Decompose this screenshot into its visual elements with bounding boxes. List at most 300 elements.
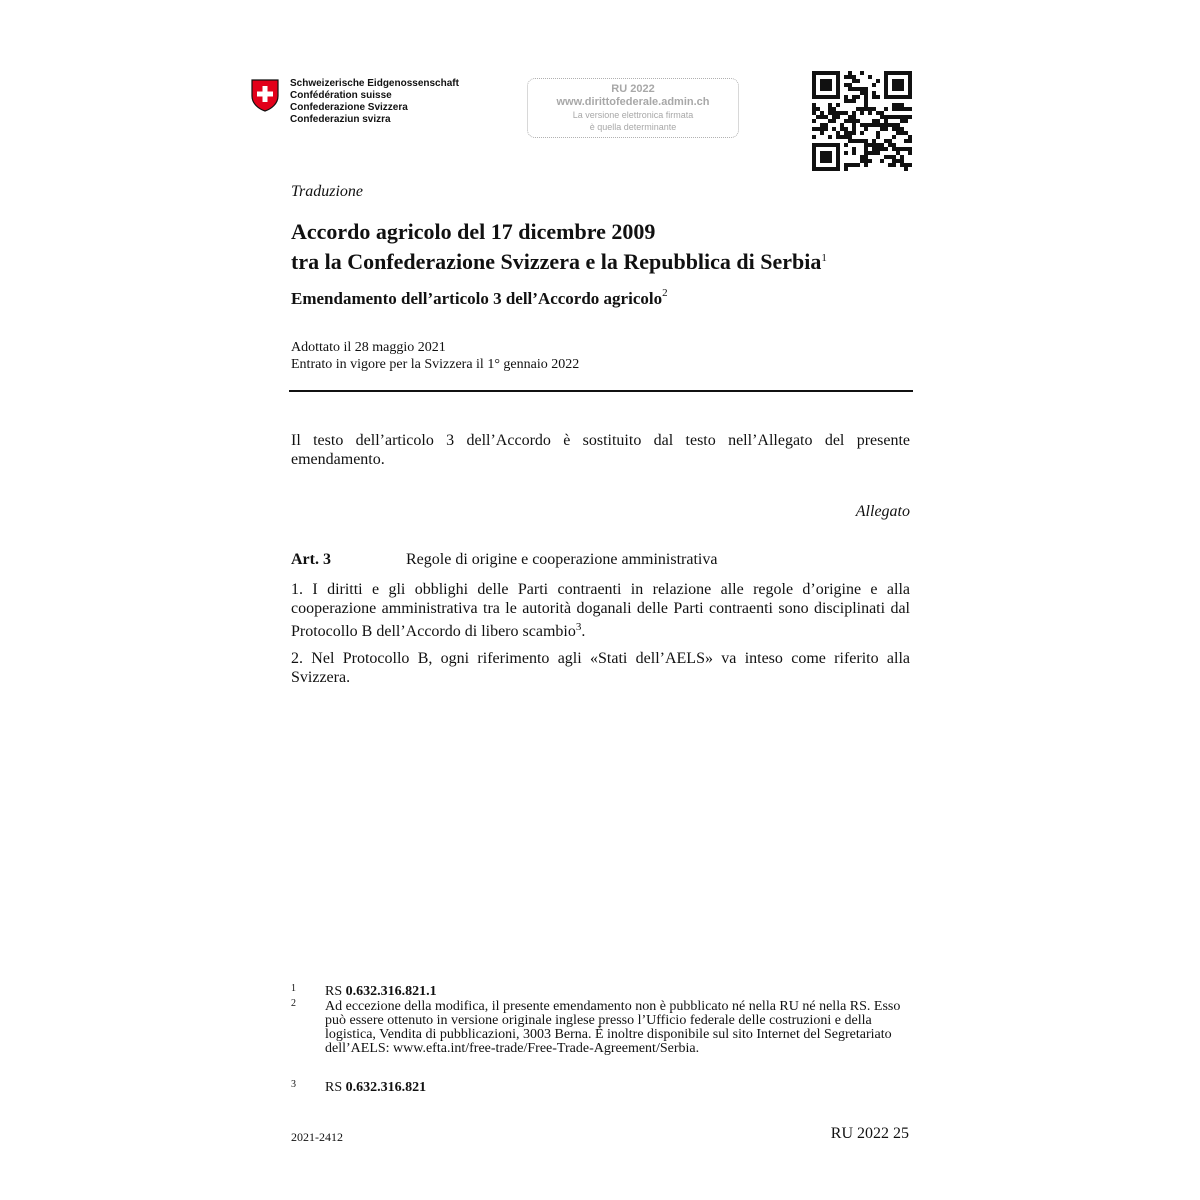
qr-module <box>864 163 868 167</box>
qr-module <box>828 95 832 99</box>
qr-module <box>840 111 844 115</box>
qr-module <box>832 119 836 123</box>
qr-module <box>836 131 840 135</box>
qr-module <box>856 163 860 167</box>
qr-module <box>888 95 892 99</box>
qr-module <box>848 83 852 87</box>
qr-module <box>892 103 896 107</box>
qr-module <box>884 91 888 95</box>
qr-module <box>836 143 840 147</box>
qr-module <box>832 143 836 147</box>
qr-code-icon <box>812 71 912 171</box>
qr-module <box>868 111 872 115</box>
qr-module <box>812 119 816 123</box>
qr-module <box>832 71 836 75</box>
qr-module <box>900 95 904 99</box>
qr-module <box>872 107 876 111</box>
qr-module <box>860 131 864 135</box>
qr-module <box>840 135 844 139</box>
qr-module <box>824 143 828 147</box>
title-line-1: Accordo agricolo del 17 dicembre 2009 <box>291 219 656 244</box>
qr-module <box>836 83 840 87</box>
qr-module <box>896 159 900 163</box>
qr-module <box>812 83 816 87</box>
qr-module <box>900 83 904 87</box>
qr-module <box>856 79 860 83</box>
qr-module <box>864 123 868 127</box>
stamp-line-4: è quella determinante <box>589 122 677 132</box>
qr-module <box>900 87 904 91</box>
qr-module <box>900 119 904 123</box>
qr-module <box>892 79 896 83</box>
qr-module <box>864 107 868 111</box>
footnote-3-text <box>325 1081 911 1095</box>
qr-module <box>864 155 868 159</box>
footnote-1-text <box>325 985 911 999</box>
qr-module <box>864 99 868 103</box>
qr-module <box>904 115 908 119</box>
qr-module <box>852 163 856 167</box>
qr-module <box>864 95 868 99</box>
qr-module <box>852 131 856 135</box>
qr-module <box>900 71 904 75</box>
qr-module <box>828 155 832 159</box>
qr-module <box>876 151 880 155</box>
qr-module <box>892 123 896 127</box>
qr-module <box>832 107 836 111</box>
translation-label: Traduzione <box>291 183 364 200</box>
qr-module <box>852 95 856 99</box>
confederation-fr: Confédération suisse <box>290 90 392 101</box>
qr-module <box>904 71 908 75</box>
qr-module <box>856 87 860 91</box>
qr-module <box>872 83 876 87</box>
qr-module <box>832 95 836 99</box>
qr-module <box>824 115 828 119</box>
qr-module <box>908 135 912 139</box>
confederation-rm: Confederaziun svizra <box>290 114 391 125</box>
confederation-it: Confederazione Svizzera <box>290 102 408 113</box>
footnote-marker-1[interactable]: 1 <box>821 252 827 264</box>
intro-paragraph: Il testo dell’articolo 3 dell’Accordo è sostituito dal testo nell’Allegato del presente emendamento. <box>291 432 910 468</box>
qr-module <box>852 111 856 115</box>
qr-module <box>864 139 868 143</box>
qr-module <box>888 139 892 143</box>
qr-module <box>892 115 896 119</box>
qr-module <box>812 75 816 79</box>
qr-module <box>884 155 888 159</box>
qr-module <box>872 95 876 99</box>
qr-module <box>820 159 824 163</box>
qr-module <box>860 91 864 95</box>
qr-module <box>812 71 816 75</box>
qr-module <box>872 151 876 155</box>
qr-module <box>876 147 880 151</box>
qr-module <box>828 83 832 87</box>
qr-module <box>844 95 848 99</box>
qr-module <box>812 111 816 115</box>
qr-module <box>844 163 848 167</box>
qr-module <box>896 107 900 111</box>
qr-module <box>900 103 904 107</box>
qr-module <box>896 103 900 107</box>
confederation-names <box>290 78 459 126</box>
qr-module <box>820 95 824 99</box>
qr-module <box>816 107 820 111</box>
qr-module <box>896 115 900 119</box>
article-paragraph-2: 2. Nel Protocollo B, ogni riferimento agli «Stati dell’AELS» va inteso come riferito alla Svizzera. <box>291 650 910 686</box>
qr-module <box>908 71 912 75</box>
qr-module <box>876 135 880 139</box>
qr-module <box>852 115 856 119</box>
qr-module <box>812 103 816 107</box>
qr-module <box>864 103 868 107</box>
qr-module <box>900 159 904 163</box>
qr-module <box>876 123 880 127</box>
qr-module <box>824 71 828 75</box>
qr-module <box>844 167 848 171</box>
qr-module <box>836 155 840 159</box>
qr-module <box>848 115 852 119</box>
qr-module <box>816 115 820 119</box>
confederation-de: Schweizerische Eidgenossenschaft <box>290 78 459 89</box>
qr-module <box>888 123 892 127</box>
qr-module <box>868 143 872 147</box>
qr-module <box>880 111 884 115</box>
qr-module <box>852 119 856 123</box>
qr-module <box>860 159 864 163</box>
qr-module <box>844 111 848 115</box>
qr-module <box>832 127 836 131</box>
qr-module <box>820 131 824 135</box>
qr-module <box>836 147 840 151</box>
qr-module <box>876 119 880 123</box>
qr-module <box>892 127 896 131</box>
qr-module <box>812 147 816 151</box>
qr-module <box>844 83 848 87</box>
qr-module <box>884 75 888 79</box>
footnote-marker-3[interactable]: 3 <box>575 621 582 633</box>
qr-module <box>908 163 912 167</box>
qr-module <box>884 147 888 151</box>
qr-module <box>848 119 852 123</box>
qr-module <box>812 91 816 95</box>
footnote-marker-2[interactable]: 2 <box>662 287 668 299</box>
qr-module <box>880 143 884 147</box>
qr-module <box>900 131 904 135</box>
article-paragraph-1 <box>291 580 910 641</box>
footnote-1-number: 1 <box>291 983 296 994</box>
article-paragraph-1-end: . <box>581 623 586 640</box>
qr-module <box>876 131 880 135</box>
qr-module <box>872 91 876 95</box>
qr-module <box>852 147 856 151</box>
qr-module <box>812 95 816 99</box>
qr-module <box>812 155 816 159</box>
qr-module <box>828 159 832 163</box>
qr-module <box>888 163 892 167</box>
qr-module <box>836 159 840 163</box>
qr-module <box>860 139 864 143</box>
qr-module <box>832 115 836 119</box>
swiss-cross-icon <box>250 78 280 112</box>
qr-module <box>876 111 880 115</box>
qr-module <box>812 159 816 163</box>
qr-module <box>828 119 832 123</box>
qr-module <box>856 119 860 123</box>
document-id: 2021-2412 <box>291 1130 343 1144</box>
stamp-line-1: RU 2022 <box>611 83 655 95</box>
qr-module <box>864 127 868 131</box>
qr-module <box>836 95 840 99</box>
qr-module <box>908 87 912 91</box>
qr-module <box>884 119 888 123</box>
qr-module <box>880 115 884 119</box>
qr-module <box>884 139 888 143</box>
article-paragraph-1-text: 1. I diritti e gli obblighi delle Parti contraenti in relazione alle regole d’origine e alla cooperazione amministrativa tra le autorità doganali delle Parti contraenti sono disciplinati dal Protocollo B dell’Accordo di libero scambio <box>291 581 910 640</box>
qr-module <box>892 83 896 87</box>
qr-module <box>836 87 840 91</box>
qr-module <box>872 143 876 147</box>
qr-module <box>820 127 824 131</box>
qr-module <box>812 79 816 83</box>
qr-module <box>908 79 912 83</box>
qr-module <box>908 95 912 99</box>
qr-module <box>872 147 876 151</box>
qr-module <box>884 87 888 91</box>
qr-module <box>876 79 880 83</box>
article-number: Art. 3 <box>291 551 331 568</box>
qr-module <box>844 119 848 123</box>
qr-module <box>848 75 852 79</box>
qr-module <box>844 143 848 147</box>
qr-module <box>824 127 828 131</box>
qr-module <box>836 111 840 115</box>
qr-module <box>888 115 892 119</box>
qr-module <box>896 87 900 91</box>
qr-module <box>836 91 840 95</box>
qr-module <box>900 79 904 83</box>
qr-module <box>896 83 900 87</box>
qr-module <box>904 139 908 143</box>
qr-module <box>888 71 892 75</box>
qr-module <box>860 107 864 111</box>
qr-module <box>816 95 820 99</box>
qr-module <box>828 167 832 171</box>
qr-module <box>852 139 856 143</box>
qr-module <box>820 115 824 119</box>
qr-module <box>884 127 888 131</box>
qr-module <box>824 155 828 159</box>
qr-module <box>848 131 852 135</box>
qr-module <box>892 147 896 151</box>
subtitle-text: Emendamento dell’articolo 3 dell’Accordo agricolo <box>291 289 663 308</box>
qr-module <box>840 123 844 127</box>
footnote-2-number: 2 <box>291 998 296 1009</box>
qr-module <box>892 155 896 159</box>
qr-module <box>896 151 900 155</box>
qr-module <box>896 79 900 83</box>
qr-module <box>820 155 824 159</box>
footnote-3-prefix: RS <box>325 1080 346 1095</box>
qr-module <box>832 167 836 171</box>
qr-module <box>864 143 868 147</box>
qr-module <box>836 163 840 167</box>
qr-module <box>852 87 856 91</box>
qr-module <box>872 139 876 143</box>
qr-module <box>908 91 912 95</box>
footnote-1-ref[interactable]: 0.632.316.821.1 <box>345 984 437 999</box>
qr-module <box>868 159 872 163</box>
qr-module <box>884 83 888 87</box>
qr-module <box>836 75 840 79</box>
qr-module <box>824 87 828 91</box>
qr-module <box>868 75 872 79</box>
qr-module <box>904 131 908 135</box>
qr-module <box>820 111 824 115</box>
page-reference: RU 2022 25 <box>830 1125 909 1142</box>
qr-module <box>860 155 864 159</box>
qr-module <box>900 163 904 167</box>
qr-module <box>836 79 840 83</box>
adoption-info <box>291 339 579 373</box>
qr-module <box>828 151 832 155</box>
qr-module <box>828 79 832 83</box>
qr-module <box>820 71 824 75</box>
qr-module <box>880 159 884 163</box>
qr-module <box>820 151 824 155</box>
qr-module <box>824 151 828 155</box>
qr-module <box>892 107 896 111</box>
qr-module <box>852 79 856 83</box>
qr-module <box>900 107 904 111</box>
qr-module <box>900 155 904 159</box>
qr-module <box>828 87 832 91</box>
qr-module <box>816 143 820 147</box>
qr-module <box>812 127 816 131</box>
qr-module <box>864 151 868 155</box>
qr-module <box>860 123 864 127</box>
qr-module <box>896 95 900 99</box>
qr-module <box>868 123 872 127</box>
qr-module <box>884 107 888 111</box>
qr-module <box>852 123 856 127</box>
qr-module <box>900 147 904 151</box>
qr-module <box>836 167 840 171</box>
qr-module <box>824 123 828 127</box>
footnote-3-number: 3 <box>291 1079 296 1090</box>
qr-module <box>844 131 848 135</box>
qr-module <box>844 99 848 103</box>
qr-module <box>896 131 900 135</box>
qr-module <box>876 143 880 147</box>
qr-module <box>844 151 848 155</box>
qr-module <box>840 127 844 131</box>
qr-module <box>828 111 832 115</box>
qr-module <box>904 107 908 111</box>
qr-module <box>836 151 840 155</box>
qr-module <box>852 75 856 79</box>
qr-module <box>828 71 832 75</box>
qr-module <box>864 91 868 95</box>
stamp-line-3: La versione elettronica firmata <box>572 110 694 120</box>
qr-module <box>820 143 824 147</box>
qr-module <box>892 71 896 75</box>
qr-module <box>884 123 888 127</box>
qr-module <box>880 127 884 131</box>
qr-module <box>812 87 816 91</box>
qr-module <box>864 159 868 163</box>
qr-module <box>908 107 912 111</box>
qr-module <box>832 111 836 115</box>
qr-module <box>812 135 816 139</box>
qr-module <box>880 123 884 127</box>
qr-module <box>824 159 828 163</box>
qr-module <box>820 87 824 91</box>
qr-module <box>856 107 860 111</box>
qr-module <box>852 99 856 103</box>
qr-module <box>848 99 852 103</box>
qr-module <box>896 147 900 151</box>
adopted-date: Adottato il 28 maggio 2021 <box>291 340 446 355</box>
qr-module <box>844 75 848 79</box>
qr-module <box>848 135 852 139</box>
qr-module <box>852 151 856 155</box>
qr-module <box>864 147 868 151</box>
qr-module <box>812 163 816 167</box>
qr-module <box>904 167 908 171</box>
qr-module <box>828 103 832 107</box>
qr-module <box>816 167 820 171</box>
in-force-date: Entrato in vigore per la Svizzera il 1° gennaio 2022 <box>291 357 580 372</box>
qr-module <box>848 163 852 167</box>
qr-module <box>824 167 828 171</box>
qr-module <box>860 71 864 75</box>
qr-module <box>860 111 864 115</box>
qr-module <box>884 79 888 83</box>
qr-module <box>824 83 828 87</box>
qr-module <box>876 95 880 99</box>
qr-module <box>828 135 832 139</box>
qr-module <box>836 135 840 139</box>
qr-module <box>820 167 824 171</box>
qr-module <box>904 163 908 167</box>
qr-module <box>908 147 912 151</box>
title-line-2 <box>291 245 911 275</box>
qr-module <box>844 127 848 131</box>
qr-module <box>892 143 896 147</box>
qr-module <box>880 147 884 151</box>
qr-module <box>908 83 912 87</box>
footnote-1-prefix: RS <box>325 984 346 999</box>
footnote-3-ref[interactable]: 0.632.316.821 <box>345 1080 427 1095</box>
annex-label: Allegato <box>855 503 910 520</box>
subtitle <box>291 282 668 310</box>
qr-module <box>856 95 860 99</box>
stamp-line-2: www.dirittofederale.admin.ch <box>556 96 710 108</box>
qr-module <box>908 151 912 155</box>
qr-module <box>884 115 888 119</box>
qr-module <box>828 143 832 147</box>
qr-module <box>852 127 856 131</box>
page-title <box>291 219 911 275</box>
qr-module <box>848 139 852 143</box>
footnote-2-text: Ad eccezione della modifica, il presente emendamento non è pubblicato né nella RU né nella RS. Esso può essere ottenuto in versione originale inglese presso l’Ufficio federale delle costruzioni e della logistica, Vendita di pubblicazioni, 3003 Berna. È inoltre disponibile sul sito Internet del Segretariato dell’AELS: www.efta.int/free-trade/Free-Trade-Agreement/Serbia. <box>325 999 901 1056</box>
qr-module <box>856 139 860 143</box>
qr-module <box>904 95 908 99</box>
qr-module <box>892 135 896 139</box>
qr-module <box>900 115 904 119</box>
